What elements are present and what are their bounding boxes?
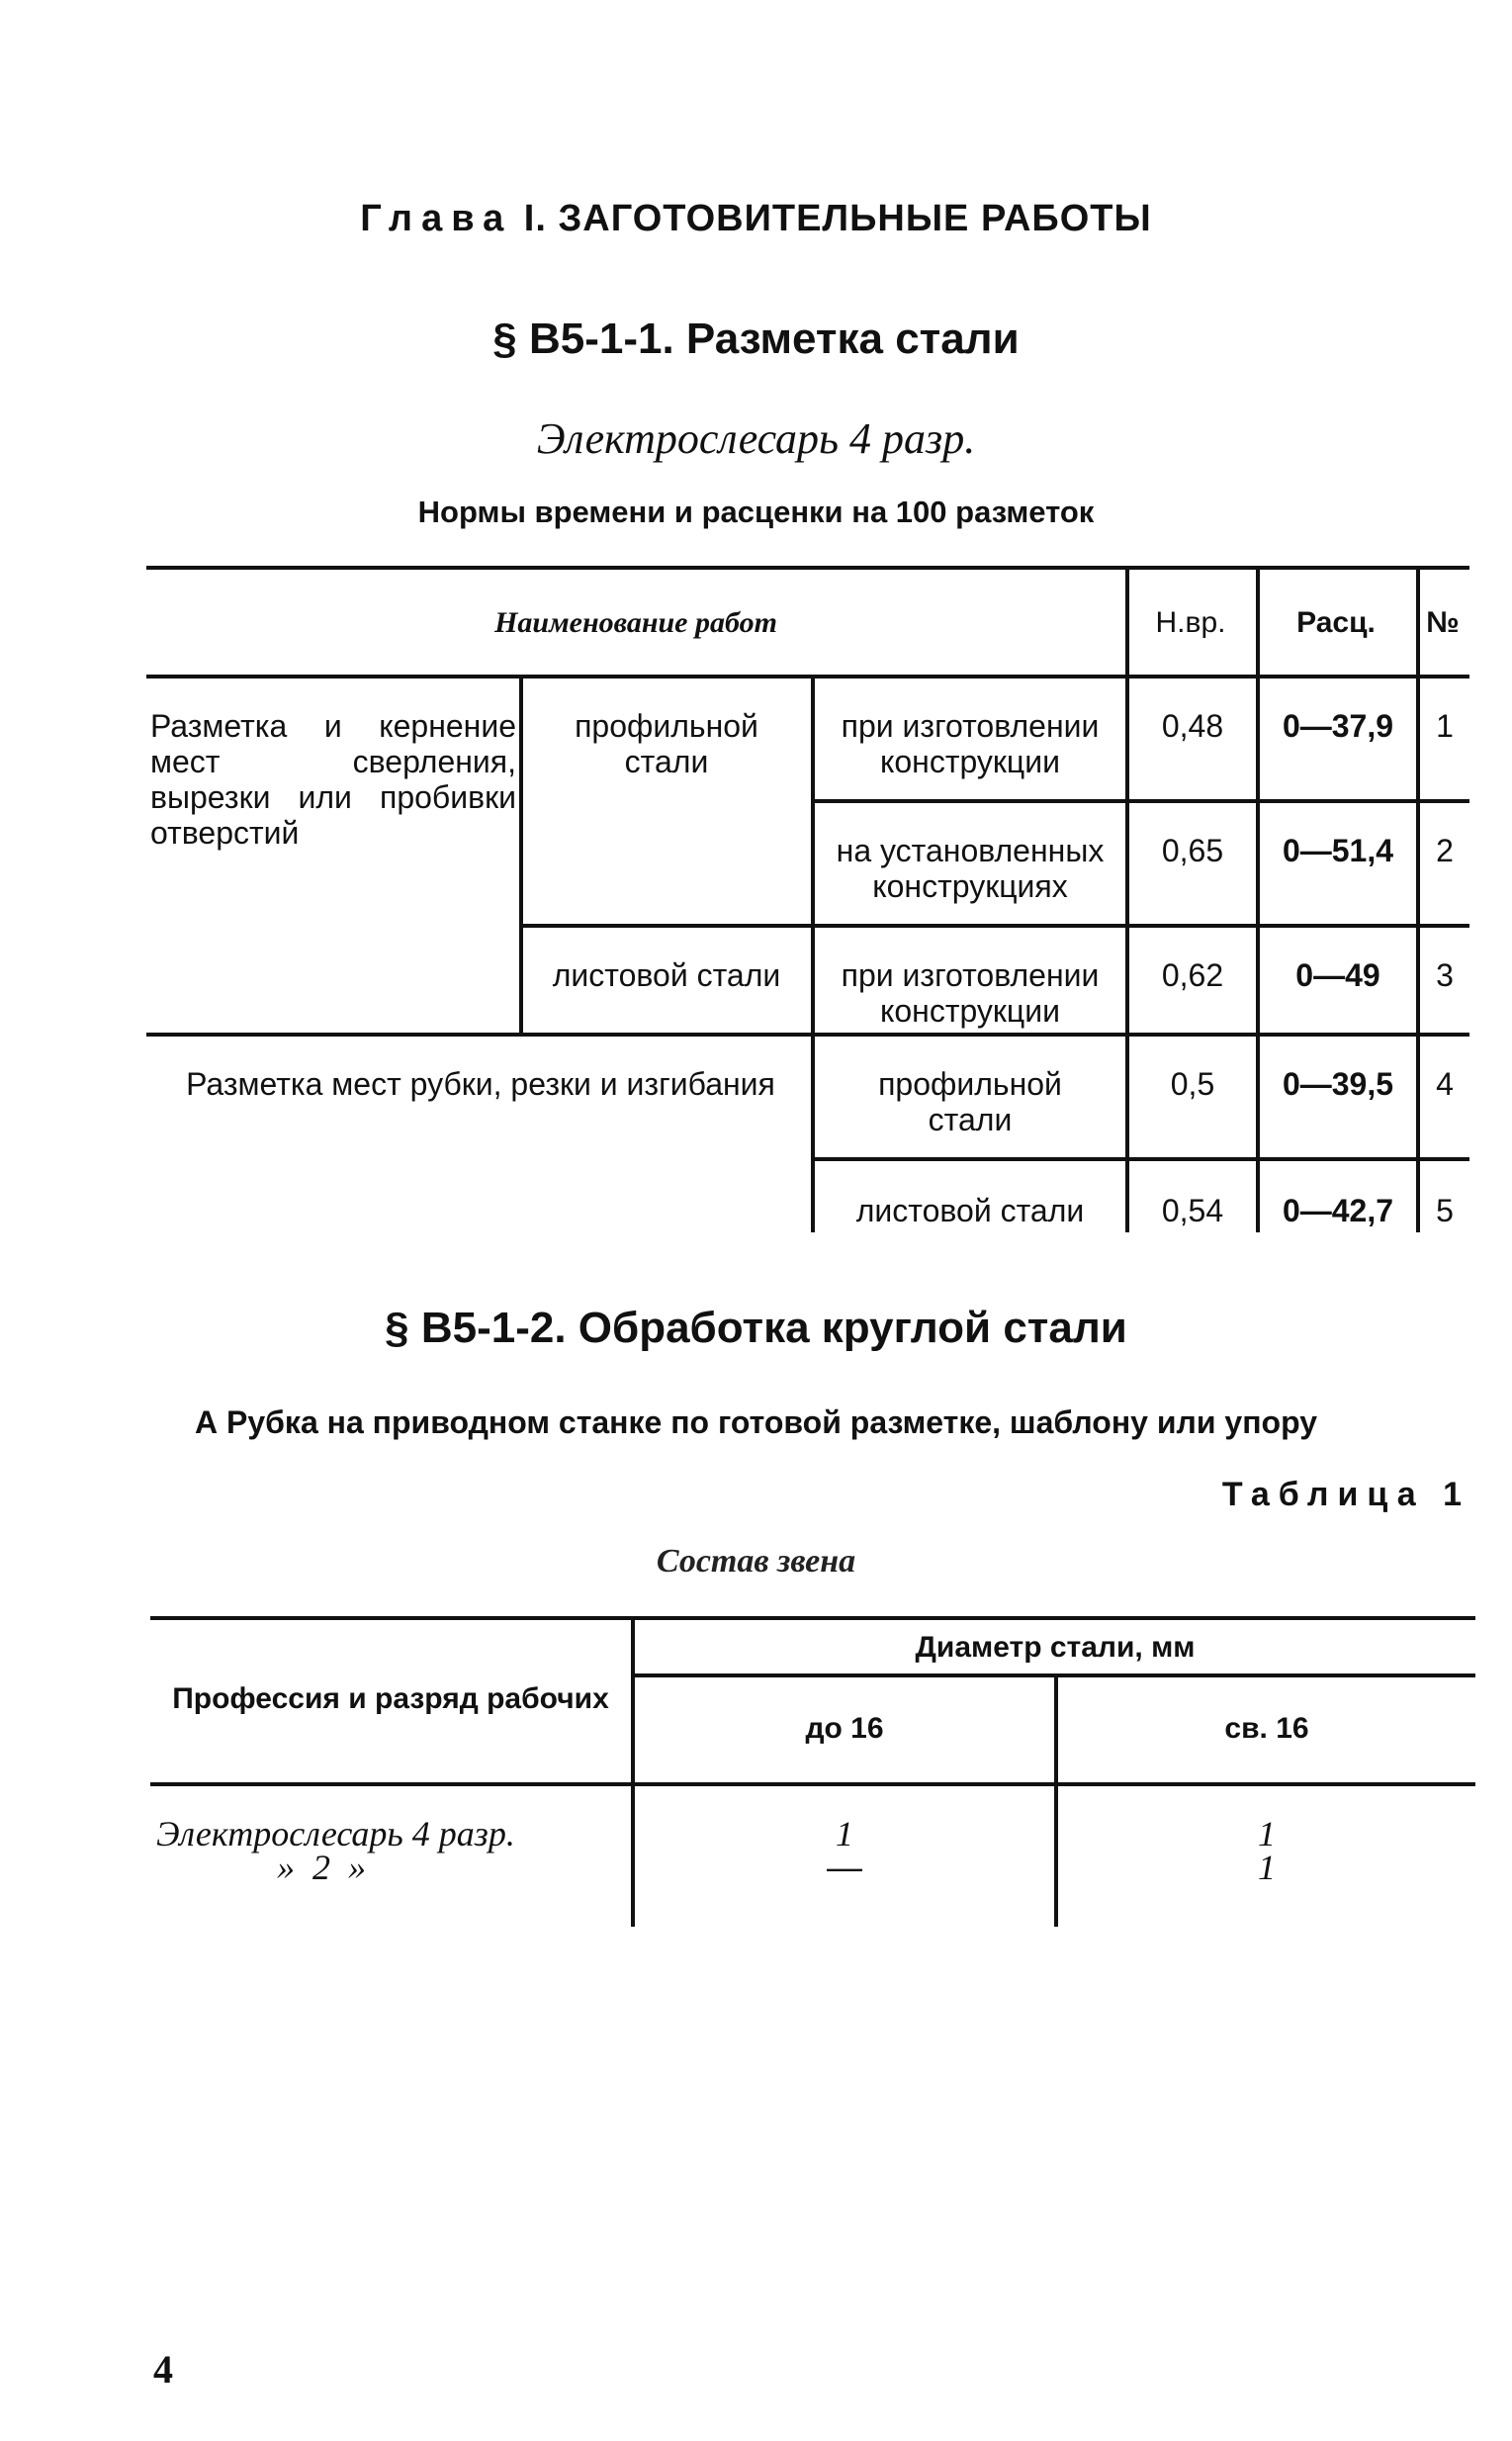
col-sv16: св. 16 xyxy=(1224,1712,1309,1745)
table-rule xyxy=(146,1033,1469,1037)
crew-row2-profession: » 2 » xyxy=(277,1848,366,1887)
row5-condition: листовой стали xyxy=(855,1193,1085,1228)
chapter-number: I. xyxy=(523,198,547,239)
group1-label: Разметка и кернение мест сверления, вырезки или пробивки отверстий xyxy=(150,708,516,851)
crew-row1-profession: Электрослесарь 4 разр. xyxy=(156,1814,515,1853)
sheet-steel-label: листовой стали xyxy=(552,957,781,993)
row4-nvr: 0,5 xyxy=(1170,1066,1215,1102)
chapter-heading xyxy=(0,198,1512,240)
row2-nvr: 0,65 xyxy=(1161,833,1224,868)
table-rule xyxy=(519,924,1469,928)
group2-label: Разметка мест рубки, резки и изгибания xyxy=(186,1066,775,1102)
table-rule xyxy=(1125,568,1129,1232)
row3-condition: при изготовлении конструкции xyxy=(841,957,1100,1029)
chapter-label: Глава xyxy=(360,198,513,239)
crew-caption: Состав звена xyxy=(656,1543,856,1580)
row4-condition: профильной стали xyxy=(878,1066,1062,1137)
crew-row2-c2: 1 xyxy=(1258,1848,1276,1887)
row2-no: 2 xyxy=(1436,833,1454,868)
section2-title: § В5-1-2. Обработка круглой стали xyxy=(385,1304,1127,1352)
row3-nvr: 0,62 xyxy=(1161,957,1224,993)
table-rule xyxy=(150,1782,1475,1786)
section1-norms-caption: Нормы времени и расценки на 100 разметок xyxy=(417,495,1095,529)
row5-no: 5 xyxy=(1436,1193,1454,1228)
section1-title: § В5-1-1. Разметка стали xyxy=(492,315,1020,363)
section1-worker: Электрослесарь 4 разр. xyxy=(536,414,976,463)
header-rasc: Расц. xyxy=(1296,606,1376,639)
header-name: Наименование работ xyxy=(494,606,777,639)
table-rule xyxy=(146,675,1469,678)
table-label: Таблица 1 xyxy=(1221,1476,1470,1513)
row3-no: 3 xyxy=(1436,957,1454,993)
row5-nvr: 0,54 xyxy=(1161,1193,1224,1228)
col-do16: до 16 xyxy=(805,1712,884,1745)
table-rule xyxy=(811,1157,1469,1161)
chapter-title: ЗАГОТОВИТЕЛЬНЫЕ РАБОТЫ xyxy=(558,198,1152,239)
row3-rasc: 0—49 xyxy=(1295,957,1380,993)
row1-no: 1 xyxy=(1436,708,1454,744)
row4-rasc: 0—39,5 xyxy=(1282,1066,1394,1102)
table-rule xyxy=(1416,568,1420,1232)
row1-rasc: 0—37,9 xyxy=(1282,708,1394,744)
crew-row1-c2: 1 xyxy=(1258,1814,1276,1853)
row4-no: 4 xyxy=(1436,1066,1454,1102)
row2-condition: на установленных конструкциях xyxy=(836,833,1105,904)
table-rule xyxy=(1256,568,1260,1232)
table-rule xyxy=(150,1616,1475,1620)
table-rule xyxy=(146,566,1469,570)
section2-subtitle: А Рубка на приводном станке по готовой разметке, шаблону или упору xyxy=(195,1404,1317,1440)
diameter-header: Диаметр стали, мм xyxy=(915,1631,1196,1664)
row1-nvr: 0,48 xyxy=(1161,708,1224,744)
row5-rasc: 0—42,7 xyxy=(1282,1193,1394,1228)
table-rule xyxy=(811,799,1469,803)
crew-row1-c1: 1 xyxy=(836,1814,853,1853)
page-number: 4 xyxy=(153,2347,173,2392)
row1-condition: при изготовлении конструкции xyxy=(841,708,1100,779)
header-nvr: Н.вр. xyxy=(1155,606,1226,639)
row2-rasc: 0—51,4 xyxy=(1282,833,1394,868)
header-no: № xyxy=(1426,606,1460,639)
profile-steel-label: профильной стали xyxy=(575,708,758,779)
crew-row2-c1: — xyxy=(827,1847,862,1887)
profession-header: Профессия и разряд рабочих xyxy=(172,1682,609,1715)
